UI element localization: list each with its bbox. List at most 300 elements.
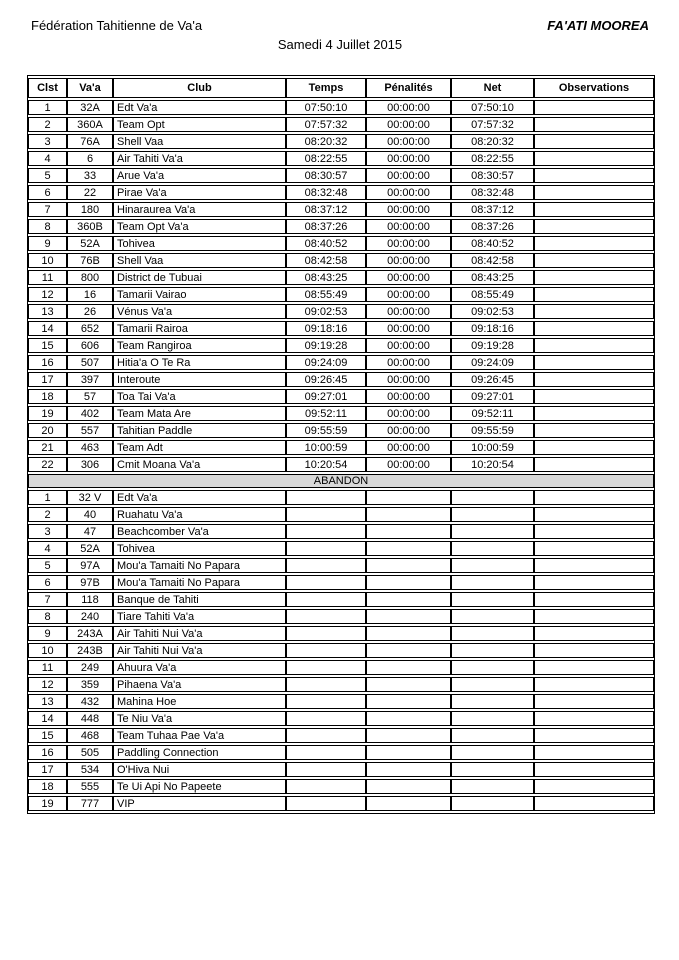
cell-penalty bbox=[366, 524, 451, 539]
cell-net-time: 09:24:09 bbox=[451, 355, 534, 370]
abandon-row bbox=[28, 558, 654, 573]
header-row bbox=[28, 78, 654, 98]
cell-penalty: 00:00:00 bbox=[366, 236, 451, 251]
cell-net-time: 08:43:25 bbox=[451, 270, 534, 285]
cell-boat-number: 463 bbox=[67, 440, 113, 455]
result-row bbox=[28, 236, 654, 251]
abandon-row bbox=[28, 507, 654, 522]
result-row bbox=[28, 423, 654, 438]
cell-penalty: 00:00:00 bbox=[366, 202, 451, 217]
abandon-row bbox=[28, 660, 654, 675]
cell-net-time bbox=[451, 779, 534, 794]
abandon-row bbox=[28, 779, 654, 794]
abandon-row bbox=[28, 643, 654, 658]
cell-club: Edt Va'a bbox=[113, 100, 286, 115]
cell-penalty bbox=[366, 626, 451, 641]
cell-boat-number: 97A bbox=[67, 558, 113, 573]
cell-boat-number: 468 bbox=[67, 728, 113, 743]
cell-observations bbox=[534, 355, 654, 370]
cell-position: 12 bbox=[28, 287, 67, 302]
cell-time bbox=[286, 694, 366, 709]
cell-club: Shell Vaa bbox=[113, 134, 286, 149]
cell-boat-number: 180 bbox=[67, 202, 113, 217]
cell-net-time bbox=[451, 575, 534, 590]
cell-boat-number: 118 bbox=[67, 592, 113, 607]
cell-position: 9 bbox=[28, 236, 67, 251]
cell-position: 16 bbox=[28, 745, 67, 760]
cell-club: Tahitian Paddle bbox=[113, 423, 286, 438]
cell-boat-number: 397 bbox=[67, 372, 113, 387]
cell-club: Te Ui Api No Papeete bbox=[113, 779, 286, 794]
cell-penalty: 00:00:00 bbox=[366, 287, 451, 302]
column-header-penalites: Pénalités bbox=[366, 78, 451, 98]
result-row bbox=[28, 338, 654, 353]
cell-position: 10 bbox=[28, 643, 67, 658]
cell-club: Tiare Tahiti Va'a bbox=[113, 609, 286, 624]
cell-net-time: 09:55:59 bbox=[451, 423, 534, 438]
cell-boat-number: 57 bbox=[67, 389, 113, 404]
cell-net-time: 10:00:59 bbox=[451, 440, 534, 455]
cell-boat-number: 52A bbox=[67, 236, 113, 251]
cell-time bbox=[286, 677, 366, 692]
cell-observations bbox=[534, 440, 654, 455]
result-row bbox=[28, 270, 654, 285]
cell-boat-number: 32A bbox=[67, 100, 113, 115]
cell-observations bbox=[534, 711, 654, 726]
cell-net-time: 08:42:58 bbox=[451, 253, 534, 268]
cell-observations bbox=[534, 117, 654, 132]
cell-net-time: 08:37:26 bbox=[451, 219, 534, 234]
cell-boat-number: 52A bbox=[67, 541, 113, 556]
cell-position: 9 bbox=[28, 626, 67, 641]
cell-club: Shell Vaa bbox=[113, 253, 286, 268]
cell-observations bbox=[534, 762, 654, 777]
cell-net-time: 09:27:01 bbox=[451, 389, 534, 404]
cell-boat-number: 402 bbox=[67, 406, 113, 421]
cell-club: District de Tubuai bbox=[113, 270, 286, 285]
cell-position: 22 bbox=[28, 457, 67, 472]
cell-penalty bbox=[366, 575, 451, 590]
cell-observations bbox=[534, 406, 654, 421]
abandon-label: ABANDON bbox=[28, 474, 654, 488]
cell-net-time: 08:37:12 bbox=[451, 202, 534, 217]
cell-penalty bbox=[366, 762, 451, 777]
cell-club: Te Niu Va'a bbox=[113, 711, 286, 726]
cell-penalty bbox=[366, 779, 451, 794]
cell-net-time: 09:18:16 bbox=[451, 321, 534, 336]
cell-net-time bbox=[451, 626, 534, 641]
cell-observations bbox=[534, 372, 654, 387]
cell-position: 17 bbox=[28, 762, 67, 777]
cell-penalty: 00:00:00 bbox=[366, 338, 451, 353]
result-row bbox=[28, 440, 654, 455]
result-row bbox=[28, 355, 654, 370]
cell-time: 09:19:28 bbox=[286, 338, 366, 353]
cell-penalty: 00:00:00 bbox=[366, 134, 451, 149]
cell-boat-number: 505 bbox=[67, 745, 113, 760]
cell-position: 13 bbox=[28, 304, 67, 319]
cell-club: Team Mata Are bbox=[113, 406, 286, 421]
cell-time bbox=[286, 745, 366, 760]
cell-net-time bbox=[451, 694, 534, 709]
cell-time: 08:37:26 bbox=[286, 219, 366, 234]
cell-net-time: 09:19:28 bbox=[451, 338, 534, 353]
cell-penalty bbox=[366, 541, 451, 556]
cell-net-time bbox=[451, 558, 534, 573]
cell-net-time bbox=[451, 745, 534, 760]
cell-observations bbox=[534, 677, 654, 692]
abandon-row bbox=[28, 541, 654, 556]
cell-position: 18 bbox=[28, 779, 67, 794]
cell-net-time bbox=[451, 592, 534, 607]
cell-time bbox=[286, 541, 366, 556]
cell-position: 5 bbox=[28, 558, 67, 573]
cell-penalty: 00:00:00 bbox=[366, 423, 451, 438]
cell-penalty: 00:00:00 bbox=[366, 440, 451, 455]
cell-position: 1 bbox=[28, 100, 67, 115]
cell-club: Paddling Connection bbox=[113, 745, 286, 760]
cell-club: Ahuura Va'a bbox=[113, 660, 286, 675]
cell-position: 12 bbox=[28, 677, 67, 692]
abandon-row bbox=[28, 762, 654, 777]
cell-net-time: 09:26:45 bbox=[451, 372, 534, 387]
cell-boat-number: 448 bbox=[67, 711, 113, 726]
cell-club: Pirae Va'a bbox=[113, 185, 286, 200]
cell-position: 14 bbox=[28, 321, 67, 336]
cell-net-time bbox=[451, 490, 534, 505]
abandons-body bbox=[28, 490, 654, 811]
cell-net-time: 08:30:57 bbox=[451, 168, 534, 183]
abandon-row bbox=[28, 592, 654, 607]
cell-penalty: 00:00:00 bbox=[366, 100, 451, 115]
cell-net-time: 08:20:32 bbox=[451, 134, 534, 149]
cell-time: 07:50:10 bbox=[286, 100, 366, 115]
cell-boat-number: 507 bbox=[67, 355, 113, 370]
cell-observations bbox=[534, 236, 654, 251]
cell-time bbox=[286, 609, 366, 624]
cell-time bbox=[286, 507, 366, 522]
cell-position: 16 bbox=[28, 355, 67, 370]
cell-club: Vénus Va'a bbox=[113, 304, 286, 319]
cell-time bbox=[286, 592, 366, 607]
result-row bbox=[28, 134, 654, 149]
cell-observations bbox=[534, 779, 654, 794]
cell-net-time bbox=[451, 524, 534, 539]
cell-observations bbox=[534, 728, 654, 743]
result-row bbox=[28, 287, 654, 302]
cell-observations bbox=[534, 796, 654, 811]
abandon-row bbox=[28, 796, 654, 811]
cell-boat-number: 6 bbox=[67, 151, 113, 166]
cell-time: 08:32:48 bbox=[286, 185, 366, 200]
cell-club: Pihaena Va'a bbox=[113, 677, 286, 692]
cell-observations bbox=[534, 626, 654, 641]
cell-club: Beachcomber Va'a bbox=[113, 524, 286, 539]
cell-penalty: 00:00:00 bbox=[366, 270, 451, 285]
cell-club: Team Tuhaa Pae Va'a bbox=[113, 728, 286, 743]
cell-penalty: 00:00:00 bbox=[366, 389, 451, 404]
result-row bbox=[28, 168, 654, 183]
cell-net-time bbox=[451, 762, 534, 777]
cell-penalty: 00:00:00 bbox=[366, 304, 451, 319]
cell-position: 8 bbox=[28, 609, 67, 624]
cell-net-time bbox=[451, 796, 534, 811]
cell-time: 08:43:25 bbox=[286, 270, 366, 285]
results-body bbox=[28, 100, 654, 472]
cell-club: Cmit Moana Va'a bbox=[113, 457, 286, 472]
cell-net-time bbox=[451, 711, 534, 726]
cell-club: Ruahatu Va'a bbox=[113, 507, 286, 522]
cell-club: Tohivea bbox=[113, 236, 286, 251]
cell-penalty: 00:00:00 bbox=[366, 406, 451, 421]
results-table bbox=[27, 75, 655, 814]
cell-time bbox=[286, 762, 366, 777]
column-header-net: Net bbox=[451, 78, 534, 98]
cell-net-time: 09:52:11 bbox=[451, 406, 534, 421]
cell-position: 4 bbox=[28, 541, 67, 556]
cell-penalty: 00:00:00 bbox=[366, 457, 451, 472]
column-header-clst: Clst bbox=[28, 78, 67, 98]
cell-net-time bbox=[451, 643, 534, 658]
cell-penalty: 00:00:00 bbox=[366, 372, 451, 387]
cell-position: 15 bbox=[28, 338, 67, 353]
cell-position: 11 bbox=[28, 660, 67, 675]
cell-position: 1 bbox=[28, 490, 67, 505]
cell-time: 08:42:58 bbox=[286, 253, 366, 268]
cell-boat-number: 249 bbox=[67, 660, 113, 675]
cell-position: 19 bbox=[28, 796, 67, 811]
abandon-header-row bbox=[28, 474, 654, 488]
cell-boat-number: 97B bbox=[67, 575, 113, 590]
cell-boat-number: 240 bbox=[67, 609, 113, 624]
result-row bbox=[28, 321, 654, 336]
cell-net-time: 08:32:48 bbox=[451, 185, 534, 200]
cell-boat-number: 360B bbox=[67, 219, 113, 234]
cell-position: 7 bbox=[28, 592, 67, 607]
cell-position: 6 bbox=[28, 185, 67, 200]
cell-boat-number: 33 bbox=[67, 168, 113, 183]
cell-club: Tamarii Rairoa bbox=[113, 321, 286, 336]
cell-boat-number: 777 bbox=[67, 796, 113, 811]
cell-net-time bbox=[451, 507, 534, 522]
cell-time: 09:24:09 bbox=[286, 355, 366, 370]
column-header-club: Club bbox=[113, 78, 286, 98]
cell-boat-number: 243A bbox=[67, 626, 113, 641]
cell-club: Mou'a Tamaiti No Papara bbox=[113, 558, 286, 573]
column-header-temps: Temps bbox=[286, 78, 366, 98]
cell-boat-number: 243B bbox=[67, 643, 113, 658]
event-title: FA'ATI MOOREA bbox=[547, 18, 649, 33]
cell-time: 10:00:59 bbox=[286, 440, 366, 455]
cell-position: 13 bbox=[28, 694, 67, 709]
cell-penalty bbox=[366, 745, 451, 760]
cell-boat-number: 22 bbox=[67, 185, 113, 200]
cell-observations bbox=[534, 660, 654, 675]
cell-position: 17 bbox=[28, 372, 67, 387]
abandon-row bbox=[28, 711, 654, 726]
cell-net-time bbox=[451, 609, 534, 624]
cell-penalty bbox=[366, 558, 451, 573]
abandon-row bbox=[28, 575, 654, 590]
cell-club: Team Adt bbox=[113, 440, 286, 455]
cell-position: 20 bbox=[28, 423, 67, 438]
cell-time: 08:55:49 bbox=[286, 287, 366, 302]
cell-observations bbox=[534, 287, 654, 302]
cell-club: Mou'a Tamaiti No Papara bbox=[113, 575, 286, 590]
cell-observations bbox=[534, 592, 654, 607]
cell-penalty bbox=[366, 728, 451, 743]
cell-net-time bbox=[451, 541, 534, 556]
cell-observations bbox=[534, 134, 654, 149]
cell-penalty bbox=[366, 490, 451, 505]
cell-boat-number: 534 bbox=[67, 762, 113, 777]
cell-observations bbox=[534, 321, 654, 336]
cell-observations bbox=[534, 168, 654, 183]
cell-club: O'Hiva Nui bbox=[113, 762, 286, 777]
cell-observations bbox=[534, 253, 654, 268]
cell-club: Air Tahiti Nui Va'a bbox=[113, 626, 286, 641]
cell-position: 6 bbox=[28, 575, 67, 590]
cell-penalty: 00:00:00 bbox=[366, 253, 451, 268]
cell-penalty: 00:00:00 bbox=[366, 355, 451, 370]
cell-boat-number: 557 bbox=[67, 423, 113, 438]
cell-time bbox=[286, 626, 366, 641]
cell-position: 2 bbox=[28, 507, 67, 522]
result-row bbox=[28, 219, 654, 234]
cell-observations bbox=[534, 643, 654, 658]
cell-observations bbox=[534, 389, 654, 404]
cell-club: Banque de Tahiti bbox=[113, 592, 286, 607]
cell-boat-number: 360A bbox=[67, 117, 113, 132]
cell-time bbox=[286, 490, 366, 505]
cell-observations bbox=[534, 151, 654, 166]
abandon-row bbox=[28, 694, 654, 709]
cell-observations bbox=[534, 338, 654, 353]
cell-net-time: 07:57:32 bbox=[451, 117, 534, 132]
cell-penalty bbox=[366, 796, 451, 811]
cell-club: Edt Va'a bbox=[113, 490, 286, 505]
cell-observations bbox=[534, 219, 654, 234]
cell-position: 7 bbox=[28, 202, 67, 217]
cell-time: 09:02:53 bbox=[286, 304, 366, 319]
cell-observations bbox=[534, 507, 654, 522]
result-row bbox=[28, 389, 654, 404]
cell-observations bbox=[534, 694, 654, 709]
cell-position: 15 bbox=[28, 728, 67, 743]
abandon-row bbox=[28, 745, 654, 760]
cell-time: 08:30:57 bbox=[286, 168, 366, 183]
cell-boat-number: 76B bbox=[67, 253, 113, 268]
cell-position: 4 bbox=[28, 151, 67, 166]
abandon-row bbox=[28, 677, 654, 692]
cell-penalty bbox=[366, 592, 451, 607]
cell-time bbox=[286, 728, 366, 743]
cell-observations bbox=[534, 490, 654, 505]
cell-club: Air Tahiti Va'a bbox=[113, 151, 286, 166]
cell-position: 3 bbox=[28, 524, 67, 539]
cell-club: Tamarii Vairao bbox=[113, 287, 286, 302]
result-row bbox=[28, 117, 654, 132]
federation-title: Fédération Tahitienne de Va'a bbox=[31, 18, 203, 33]
cell-club: Arue Va'a bbox=[113, 168, 286, 183]
cell-penalty: 00:00:00 bbox=[366, 219, 451, 234]
cell-position: 2 bbox=[28, 117, 67, 132]
cell-observations bbox=[534, 202, 654, 217]
cell-time bbox=[286, 558, 366, 573]
cell-observations bbox=[534, 524, 654, 539]
cell-time: 09:27:01 bbox=[286, 389, 366, 404]
column-header-vaa: Va'a bbox=[67, 78, 113, 98]
cell-observations bbox=[534, 304, 654, 319]
cell-position: 14 bbox=[28, 711, 67, 726]
cell-position: 18 bbox=[28, 389, 67, 404]
cell-club: Mahina Hoe bbox=[113, 694, 286, 709]
cell-time bbox=[286, 779, 366, 794]
cell-club: Team Opt bbox=[113, 117, 286, 132]
cell-net-time bbox=[451, 728, 534, 743]
cell-club: Interoute bbox=[113, 372, 286, 387]
cell-boat-number: 606 bbox=[67, 338, 113, 353]
cell-penalty: 00:00:00 bbox=[366, 117, 451, 132]
cell-boat-number: 47 bbox=[67, 524, 113, 539]
cell-time bbox=[286, 660, 366, 675]
cell-club: Tohivea bbox=[113, 541, 286, 556]
cell-boat-number: 652 bbox=[67, 321, 113, 336]
abandon-row bbox=[28, 626, 654, 641]
cell-penalty bbox=[366, 507, 451, 522]
cell-observations bbox=[534, 270, 654, 285]
cell-time: 09:18:16 bbox=[286, 321, 366, 336]
cell-penalty bbox=[366, 694, 451, 709]
cell-club: Team Opt Va'a bbox=[113, 219, 286, 234]
result-row bbox=[28, 202, 654, 217]
cell-boat-number: 16 bbox=[67, 287, 113, 302]
result-row bbox=[28, 372, 654, 387]
cell-boat-number: 32 V bbox=[67, 490, 113, 505]
table-header bbox=[28, 78, 654, 98]
cell-net-time: 08:40:52 bbox=[451, 236, 534, 251]
cell-position: 8 bbox=[28, 219, 67, 234]
cell-net-time: 07:50:10 bbox=[451, 100, 534, 115]
cell-penalty: 00:00:00 bbox=[366, 168, 451, 183]
cell-time bbox=[286, 796, 366, 811]
cell-boat-number: 76A bbox=[67, 134, 113, 149]
cell-observations bbox=[534, 100, 654, 115]
abandon-row bbox=[28, 524, 654, 539]
cell-boat-number: 359 bbox=[67, 677, 113, 692]
cell-net-time: 08:55:49 bbox=[451, 287, 534, 302]
cell-boat-number: 40 bbox=[67, 507, 113, 522]
result-row bbox=[28, 406, 654, 421]
cell-time: 08:37:12 bbox=[286, 202, 366, 217]
cell-time bbox=[286, 524, 366, 539]
cell-observations bbox=[534, 575, 654, 590]
cell-time: 09:55:59 bbox=[286, 423, 366, 438]
cell-club: VIP bbox=[113, 796, 286, 811]
cell-club: Air Tahiti Nui Va'a bbox=[113, 643, 286, 658]
cell-club: Hitia'a O Te Ra bbox=[113, 355, 286, 370]
cell-boat-number: 555 bbox=[67, 779, 113, 794]
cell-club: Toa Tai Va'a bbox=[113, 389, 286, 404]
cell-position: 21 bbox=[28, 440, 67, 455]
cell-position: 10 bbox=[28, 253, 67, 268]
cell-boat-number: 800 bbox=[67, 270, 113, 285]
cell-time bbox=[286, 711, 366, 726]
cell-penalty: 00:00:00 bbox=[366, 321, 451, 336]
cell-observations bbox=[534, 558, 654, 573]
cell-position: 3 bbox=[28, 134, 67, 149]
cell-net-time: 08:22:55 bbox=[451, 151, 534, 166]
